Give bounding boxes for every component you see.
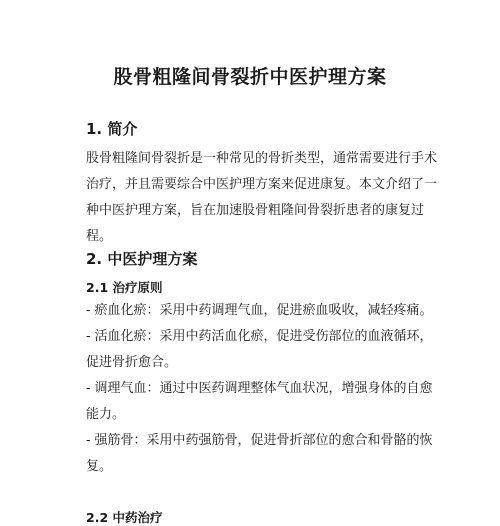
subsection-heading-principles: 2.1 治疗原则 <box>86 280 163 295</box>
principle-item: - 瘀血化瘀：采用中药调理气血，促进瘀血吸收，减轻疼痛。 <box>86 303 433 318</box>
principle-item: - 强筋骨：采用中药强筋骨，促进骨折部位的愈合和骨骼的恢复。 <box>86 433 433 474</box>
principle-item: - 活血化瘀：采用中药活血化瘀，促进受伤部位的血液循环，促进骨折愈合。 <box>86 329 433 370</box>
principle-item: - 调理气血：通过中医药调理整体气血状况，增强身体的自愈能力。 <box>86 381 433 422</box>
section-heading-intro: 1. 简介 <box>86 120 138 138</box>
document-title: 股骨粗隆间骨裂折中医护理方案 <box>113 66 387 88</box>
section-heading-tcm-plan: 2. 中医护理方案 <box>86 250 198 268</box>
subsection-heading-herbal-treatment: 2.2 中药治疗 <box>86 510 163 525</box>
section-paragraph-intro: 股骨粗隆间骨裂折是一种常见的骨折类型，通常需要进行手术治疗，并且需要综合中医护理方案来促进康复。本文介绍了一种中医护理方案，旨在加速股骨粗隆间骨裂折患者的康复过程。 <box>86 151 438 244</box>
